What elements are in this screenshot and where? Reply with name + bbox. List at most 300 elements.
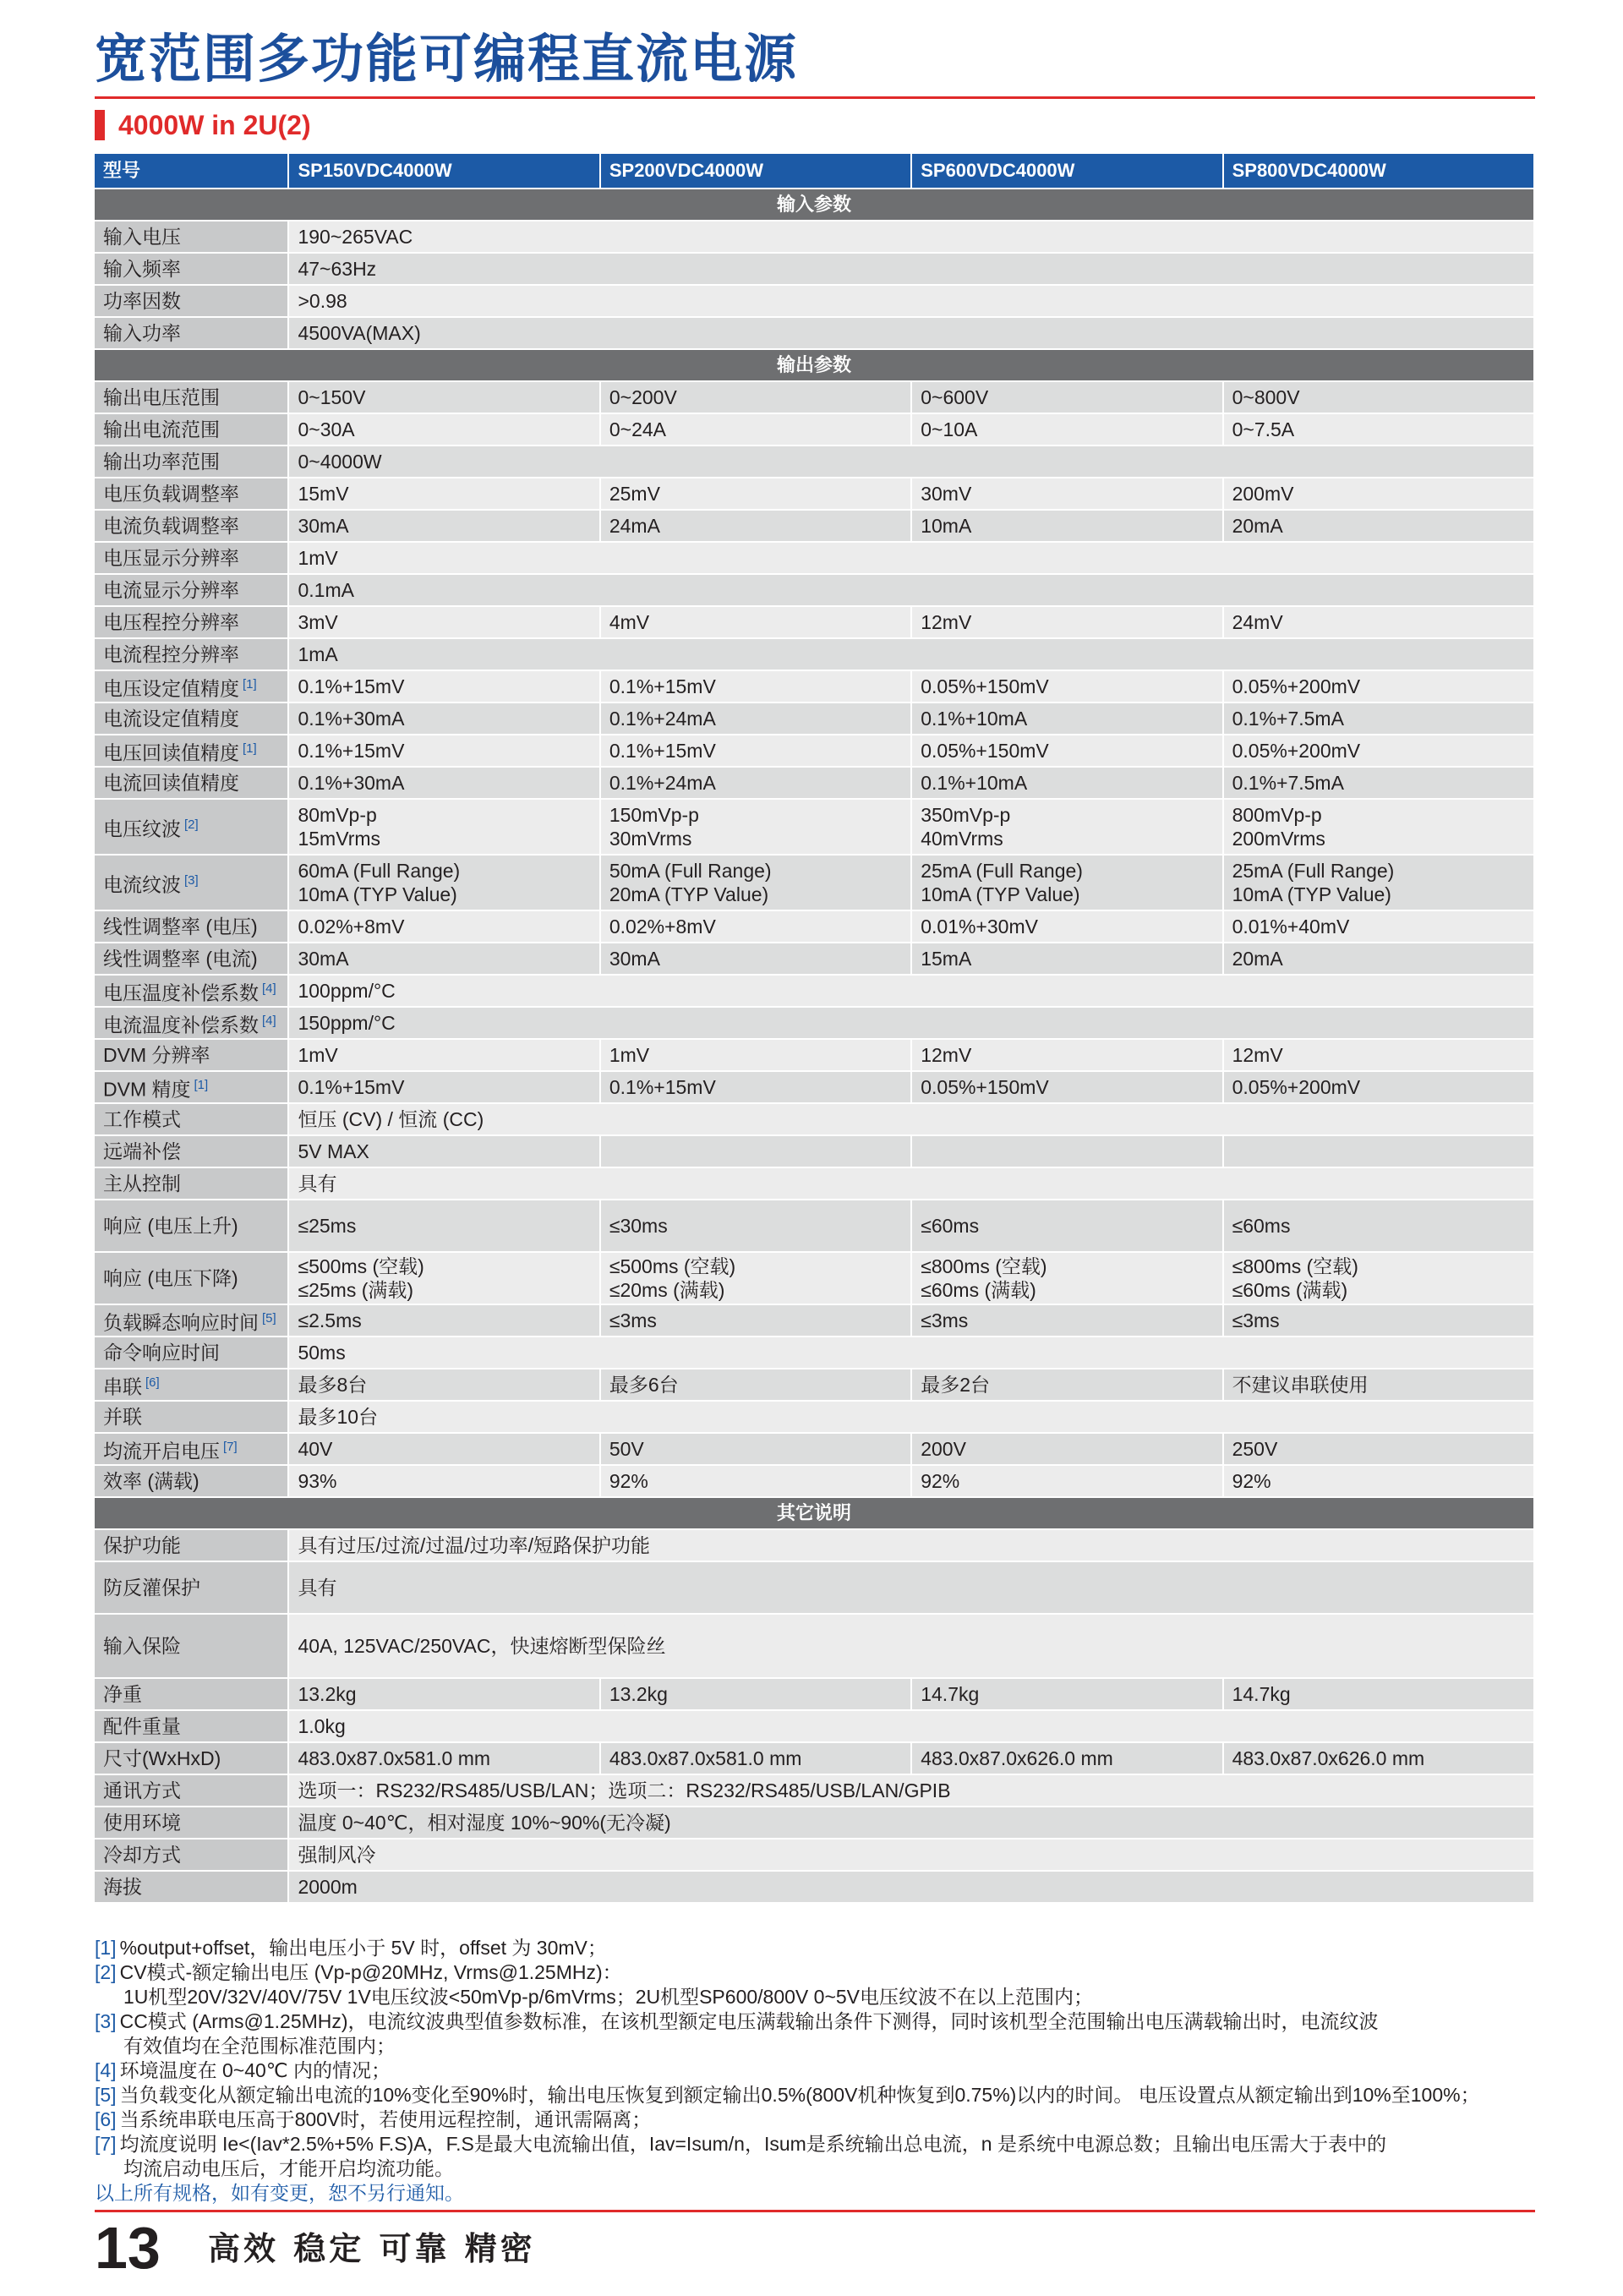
spec-value: 150mVp-p 30mVrms — [600, 799, 911, 855]
model-header-row — [95, 154, 1534, 189]
page-number: 13 — [95, 2215, 161, 2281]
spec-label-cell — [95, 1871, 288, 1903]
spec-value: 0.1mA — [288, 574, 1534, 606]
footer-slogan: 高效 稳定 可靠 精密 — [208, 2230, 536, 2267]
footnote-tag: [5] — [95, 2084, 117, 2106]
spec-row — [95, 574, 1534, 606]
spec-value: 15mA — [911, 943, 1222, 975]
spec-label: 使用环境 — [103, 1812, 181, 1834]
spec-value: 10mA — [911, 510, 1222, 542]
spec-value: 12mV — [911, 1039, 1222, 1071]
spec-value: 0~7.5A — [1223, 413, 1534, 446]
section-header-row — [95, 1497, 1534, 1529]
spec-value: 0.1%+30mA — [288, 767, 599, 799]
spec-row — [95, 478, 1534, 510]
spec-label: 输出电压范围 — [103, 386, 220, 408]
spec-label-cell — [95, 1774, 288, 1807]
spec-label-cell — [95, 975, 288, 1007]
spec-label-cell — [95, 478, 288, 510]
spec-label-cell — [95, 253, 288, 285]
spec-row — [95, 253, 1534, 285]
spec-label-cell — [95, 1433, 288, 1465]
spec-label: 输入保险 — [103, 1635, 181, 1657]
spec-label: DVM 分辨率 — [103, 1044, 210, 1066]
spec-row — [95, 638, 1534, 670]
spec-label: 串联 — [103, 1375, 142, 1398]
spec-value: 0~150V — [288, 381, 599, 413]
footnote-ref: [2] — [184, 817, 199, 832]
spec-row — [95, 1167, 1534, 1200]
footnote-tag: [6] — [95, 2108, 117, 2130]
spec-value: 13.2kg — [288, 1678, 599, 1710]
spec-label: 输入电压 — [103, 226, 181, 248]
spec-value: 50ms — [288, 1337, 1534, 1369]
spec-value: 温度 0~40℃，相对湿度 10%~90%(无冷凝) — [288, 1807, 1534, 1839]
spec-label: 输出电流范围 — [103, 418, 220, 440]
spec-value: 0.1%+15mV — [600, 670, 911, 702]
footnote — [95, 1960, 1540, 1985]
spec-value: 0~10A — [911, 413, 1222, 446]
spec-value: ≤800ms (空载) ≤60ms (满载) — [911, 1252, 1222, 1304]
spec-label-cell — [95, 510, 288, 542]
spec-row — [95, 1742, 1534, 1774]
footnote-text: CC模式 (Arms@1.25MHz)，电流纹波典型值参数标准，在该机型额定电压满载输出条件下测得，同时该机型全范围输出电压满载输出时，电流纹波 — [119, 2010, 1379, 2032]
footnote-text: 均流启动电压后，才能开启均流功能。 — [123, 2157, 454, 2179]
spec-row — [95, 446, 1534, 478]
spec-row — [95, 317, 1534, 349]
spec-row — [95, 1039, 1534, 1071]
spec-label-cell — [95, 606, 288, 638]
spec-value: 恒压 (CV) / 恒流 (CC) — [288, 1103, 1534, 1135]
spec-value: 483.0x87.0x626.0 mm — [1223, 1742, 1534, 1774]
spec-value: 0~24A — [600, 413, 911, 446]
spec-label: 防反灌保护 — [103, 1577, 200, 1599]
spec-label-cell — [95, 1252, 288, 1304]
spec-value: ≤800ms (空载) ≤60ms (满载) — [1223, 1252, 1534, 1304]
spec-row — [95, 735, 1534, 767]
spec-value: 12mV — [1223, 1039, 1534, 1071]
subtitle-marker — [95, 110, 105, 140]
spec-label-cell — [95, 574, 288, 606]
spec-value: 24mV — [1223, 606, 1534, 638]
spec-label: 输入功率 — [103, 322, 181, 344]
spec-label-cell — [95, 1135, 288, 1167]
spec-label: 并联 — [103, 1406, 142, 1428]
spec-label: 效率 (满载) — [103, 1470, 199, 1492]
spec-label-cell — [95, 735, 288, 767]
model-name: SP200VDC4000W — [600, 154, 911, 189]
spec-value: 最多10台 — [288, 1401, 1534, 1433]
spec-value: 0.1%+7.5mA — [1223, 702, 1534, 735]
spec-value: 0.1%+30mA — [288, 702, 599, 735]
spec-value: 15mV — [288, 478, 599, 510]
spec-label: 电流负载调整率 — [103, 515, 239, 537]
spec-value: ≤500ms (空载) ≤25ms (满载) — [288, 1252, 599, 1304]
spec-row — [95, 1252, 1534, 1304]
footnote-text: %output+offset，输出电压小于 5V 时，offset 为 30mV； — [119, 1937, 607, 1959]
spec-value: 具有 — [288, 1167, 1534, 1200]
footnote-text: 1U机型20V/32V/40V/75V 1V电压纹波<50mVp-p/6mVrms；2U机型SP600/800V 0~5V电压纹波不在以上范围内； — [123, 1986, 1094, 2008]
spec-value: ≤2.5ms — [288, 1304, 599, 1337]
spec-row — [95, 1071, 1534, 1103]
spec-value: 25mA (Full Range) 10mA (TYP Value) — [1223, 855, 1534, 910]
spec-label-cell — [95, 1103, 288, 1135]
spec-value: 0.05%+150mV — [911, 735, 1222, 767]
spec-label: 电压纹波 — [103, 817, 181, 840]
model-name: SP150VDC4000W — [288, 154, 599, 189]
spec-value: 0.1%+15mV — [600, 735, 911, 767]
spec-body — [95, 189, 1534, 1903]
spec-value: 1.0kg — [288, 1710, 1534, 1742]
spec-value — [1223, 1135, 1534, 1167]
spec-label-cell — [95, 943, 288, 975]
spec-label: 电流程控分辨率 — [103, 643, 239, 665]
spec-row — [95, 975, 1534, 1007]
spec-value: 0.05%+200mV — [1223, 670, 1534, 702]
spec-value: 50mA (Full Range) 20mA (TYP Value) — [600, 855, 911, 910]
spec-value: 0.1%+15mV — [288, 1071, 599, 1103]
spec-row — [95, 1135, 1534, 1167]
spec-label: 通讯方式 — [103, 1779, 181, 1801]
footnote — [95, 1936, 1540, 1960]
spec-label-cell — [95, 1369, 288, 1401]
spec-value: 具有过压/过流/过温/过功率/短路保护功能 — [288, 1529, 1534, 1561]
spec-value: 40A, 125VAC/250VAC，快速熔断型保险丝 — [288, 1614, 1534, 1678]
spec-label: 冷却方式 — [103, 1844, 181, 1866]
footnote — [95, 2157, 1540, 2181]
spec-value: 具有 — [288, 1561, 1534, 1614]
spec-label-cell — [95, 1742, 288, 1774]
spec-label: 命令响应时间 — [103, 1342, 220, 1364]
spec-label: 输入频率 — [103, 258, 181, 280]
spec-value: 强制风冷 — [288, 1839, 1534, 1871]
spec-row — [95, 702, 1534, 735]
spec-label: 电压温度补偿系数 — [103, 981, 259, 1004]
footnote-tag: [7] — [95, 2133, 117, 2155]
spec-row — [95, 1710, 1534, 1742]
spec-row — [95, 1433, 1534, 1465]
section-title: 输出参数 — [95, 349, 1534, 381]
spec-row — [95, 413, 1534, 446]
spec-label-cell — [95, 381, 288, 413]
spec-value: ≤3ms — [600, 1304, 911, 1337]
spec-value: 0~4000W — [288, 446, 1534, 478]
spec-value: 13.2kg — [600, 1678, 911, 1710]
spec-value: ≤500ms (空载) ≤20ms (满载) — [600, 1252, 911, 1304]
spec-label: 配件重量 — [103, 1715, 181, 1737]
spec-value: 0.1%+10mA — [911, 767, 1222, 799]
footnote-text: 当负载变化从额定输出电流的10%变化至90%时，输出电压恢复到额定输出0.5%(800V机种恢复到0.75%)以内的时间。 电压设置点从额定输出到10%至100%； — [119, 2084, 1480, 2106]
title-divider — [95, 96, 1535, 99]
footnote — [95, 2132, 1540, 2157]
spec-value: 0~30A — [288, 413, 599, 446]
spec-row — [95, 1304, 1534, 1337]
spec-value: 30mA — [288, 510, 599, 542]
spec-label-cell — [95, 1561, 288, 1614]
spec-row — [95, 1839, 1534, 1871]
footnote — [95, 2058, 1540, 2083]
spec-label: 电压回读值精度 — [103, 741, 239, 764]
spec-label-cell — [95, 1807, 288, 1839]
spec-row — [95, 1871, 1534, 1903]
spec-value: 0.1%+15mV — [288, 670, 599, 702]
spec-label: 电压程控分辨率 — [103, 611, 239, 633]
spec-label: 电压设定值精度 — [103, 677, 239, 700]
spec-value: 0~200V — [600, 381, 911, 413]
spec-value: 0.1%+15mV — [600, 1071, 911, 1103]
spec-value — [600, 1135, 911, 1167]
spec-value: 50V — [600, 1433, 911, 1465]
spec-value: 60mA (Full Range) 10mA (TYP Value) — [288, 855, 599, 910]
footnotes — [95, 1936, 1540, 2206]
spec-value: 483.0x87.0x626.0 mm — [911, 1742, 1222, 1774]
spec-value: 0.1%+7.5mA — [1223, 767, 1534, 799]
spec-label: 输出功率范围 — [103, 451, 220, 473]
spec-row — [95, 606, 1534, 638]
spec-label: 尺寸(WxHxD) — [103, 1747, 221, 1769]
spec-row — [95, 1678, 1534, 1710]
spec-value: 0.1%+24mA — [600, 702, 911, 735]
footnote — [95, 1985, 1540, 2009]
spec-value: 25mV — [600, 478, 911, 510]
spec-value: ≤60ms — [911, 1200, 1222, 1252]
spec-row — [95, 221, 1534, 253]
footnote — [95, 2034, 1540, 2058]
spec-label-cell — [95, 317, 288, 349]
spec-value: 最多8台 — [288, 1369, 599, 1401]
footnote-ref: [1] — [243, 676, 257, 692]
spec-value: 250V — [1223, 1433, 1534, 1465]
footnote — [95, 2083, 1540, 2107]
spec-value: ≤25ms — [288, 1200, 599, 1252]
section-title: 其它说明 — [95, 1497, 1534, 1529]
spec-value: 14.7kg — [1223, 1678, 1534, 1710]
footnote-list — [95, 1936, 1540, 2181]
spec-value: ≤30ms — [600, 1200, 911, 1252]
spec-label-cell — [95, 910, 288, 943]
spec-row — [95, 1529, 1534, 1561]
footnote-ref: [3] — [184, 872, 199, 888]
spec-row — [95, 1103, 1534, 1135]
spec-label: DVM 精度 — [103, 1078, 191, 1101]
spec-value: 0.02%+8mV — [600, 910, 911, 943]
spec-label: 电压负载调整率 — [103, 483, 239, 505]
spec-table — [95, 154, 1535, 1904]
spec-label: 工作模式 — [103, 1108, 181, 1130]
spec-label: 均流开启电压 — [103, 1440, 220, 1462]
spec-row — [95, 381, 1534, 413]
spec-label-cell — [95, 799, 288, 855]
spec-row — [95, 1807, 1534, 1839]
spec-value: 47~63Hz — [288, 253, 1534, 285]
spec-value: 20mA — [1223, 943, 1534, 975]
spec-label: 电流温度补偿系数 — [103, 1014, 259, 1036]
spec-value: 0.1%+24mA — [600, 767, 911, 799]
spec-row — [95, 670, 1534, 702]
spec-value: 92% — [911, 1465, 1222, 1497]
spec-label-cell — [95, 542, 288, 574]
spec-label: 远端补偿 — [103, 1140, 181, 1162]
spec-label: 电流设定值精度 — [103, 708, 239, 730]
spec-value: 30mA — [600, 943, 911, 975]
spec-label: 净重 — [103, 1683, 142, 1705]
spec-value: 最多6台 — [600, 1369, 911, 1401]
spec-label: 海拔 — [103, 1876, 142, 1898]
spec-row — [95, 1200, 1534, 1252]
page-title: 宽范围多功能可编程直流电源 — [95, 28, 799, 90]
footnote-ref: [1] — [194, 1077, 209, 1092]
spec-value: 92% — [600, 1465, 911, 1497]
spec-label: 电压显示分辨率 — [103, 547, 239, 569]
spec-value: 25mA (Full Range) 10mA (TYP Value) — [911, 855, 1222, 910]
spec-value: 190~265VAC — [288, 221, 1534, 253]
spec-value: 最多2台 — [911, 1369, 1222, 1401]
spec-value: 30mV — [911, 478, 1222, 510]
spec-value: 1mV — [288, 1039, 599, 1071]
spec-label-cell — [95, 702, 288, 735]
spec-value: 1mV — [600, 1039, 911, 1071]
spec-label: 主从控制 — [103, 1173, 181, 1194]
spec-value: 93% — [288, 1465, 599, 1497]
footnote-tag: [3] — [95, 2010, 117, 2032]
spec-row — [95, 943, 1534, 975]
footnote-ref: [7] — [223, 1439, 238, 1454]
spec-row — [95, 510, 1534, 542]
spec-label-cell — [95, 638, 288, 670]
footnote-text: 当系统串联电压高于800V时，若使用远程控制，通讯需隔离； — [119, 2108, 652, 2130]
spec-label: 负载瞬态响应时间 — [103, 1311, 259, 1334]
spec-label: 电流纹波 — [103, 873, 181, 896]
spec-value: 4mV — [600, 606, 911, 638]
section-header-row — [95, 189, 1534, 221]
spec-label-cell — [95, 855, 288, 910]
footnote-tag: [4] — [95, 2059, 117, 2081]
spec-value: 0~600V — [911, 381, 1222, 413]
spec-row — [95, 1774, 1534, 1807]
spec-label: 电流回读值精度 — [103, 772, 239, 794]
subtitle: 4000W in 2U(2) — [118, 110, 311, 140]
spec-label-cell — [95, 1614, 288, 1678]
spec-label-cell — [95, 1529, 288, 1561]
spec-label-cell — [95, 1710, 288, 1742]
spec-value: 4500VA(MAX) — [288, 317, 1534, 349]
footnote-ref: [4] — [262, 1013, 276, 1028]
spec-label: 线性调整率 (电流) — [103, 948, 258, 970]
spec-label-cell — [95, 1337, 288, 1369]
spec-value — [911, 1135, 1222, 1167]
disclaimer: 以上所有规格，如有变更，恕不另行通知。 — [95, 2182, 464, 2204]
spec-label-cell — [95, 221, 288, 253]
spec-value: >0.98 — [288, 285, 1534, 317]
spec-label-cell — [95, 285, 288, 317]
section-title: 输入参数 — [95, 189, 1534, 221]
spec-label-cell — [95, 1678, 288, 1710]
spec-value: 350mVp-p 40mVrms — [911, 799, 1222, 855]
footnote-text: 环境温度在 0~40℃ 内的情况； — [119, 2059, 391, 2081]
spec-value: 选项一：RS232/RS485/USB/LAN；选项二：RS232/RS485/USB/LAN/GPIB — [288, 1774, 1534, 1807]
spec-value: 0.05%+200mV — [1223, 1071, 1534, 1103]
spec-label: 电流显示分辨率 — [103, 579, 239, 601]
spec-row — [95, 1614, 1534, 1678]
spec-row — [95, 910, 1534, 943]
spec-value: ≤60ms — [1223, 1200, 1534, 1252]
footnote — [95, 2009, 1540, 2034]
spec-value: ≤3ms — [1223, 1304, 1534, 1337]
section-header-row — [95, 349, 1534, 381]
spec-label-cell — [95, 1200, 288, 1252]
spec-row — [95, 799, 1534, 855]
spec-label: 功率因数 — [103, 290, 181, 312]
spec-row — [95, 1369, 1534, 1401]
spec-row — [95, 855, 1534, 910]
spec-row — [95, 1337, 1534, 1369]
spec-value: 0.1%+10mA — [911, 702, 1222, 735]
spec-value: 200V — [911, 1433, 1222, 1465]
spec-value: 5V MAX — [288, 1135, 599, 1167]
spec-value: 0.1%+15mV — [288, 735, 599, 767]
model-name: SP600VDC4000W — [911, 154, 1222, 189]
spec-value: ≤3ms — [911, 1304, 1222, 1337]
spec-value: 1mA — [288, 638, 1534, 670]
spec-row — [95, 542, 1534, 574]
footnote-tag: [2] — [95, 1961, 117, 1983]
spec-row — [95, 767, 1534, 799]
spec-label: 保护功能 — [103, 1534, 181, 1556]
spec-label-cell — [95, 1401, 288, 1433]
spec-value: 30mA — [288, 943, 599, 975]
spec-label-cell — [95, 1071, 288, 1103]
spec-value: 0.02%+8mV — [288, 910, 599, 943]
footnote-text: 均流度说明 Ie<(Iav*2.5%+5% F.S)A，F.S是最大电流输出值，Iav=Isum/n，Isum是系统输出总电流，n 是系统中电源总数；且输出电压需大于表中的 — [119, 2133, 1386, 2155]
spec-row — [95, 1561, 1534, 1614]
spec-value: 80mVp-p 15mVrms — [288, 799, 599, 855]
spec-label-cell — [95, 413, 288, 446]
spec-value: 0.05%+150mV — [911, 1071, 1222, 1103]
spec-value: 200mV — [1223, 478, 1534, 510]
spec-label: 响应 (电压下降) — [103, 1267, 238, 1289]
spec-value: 150ppm/°C — [288, 1007, 1534, 1039]
footnote-ref: [6] — [145, 1375, 160, 1390]
model-name: SP800VDC4000W — [1223, 154, 1534, 189]
spec-value: 3mV — [288, 606, 599, 638]
spec-value: 20mA — [1223, 510, 1534, 542]
spec-value: 0.05%+150mV — [911, 670, 1222, 702]
spec-value: 0.05%+200mV — [1223, 735, 1534, 767]
footnote-text: 有效值均在全范围标准范围内； — [123, 2035, 396, 2057]
spec-label-cell — [95, 1167, 288, 1200]
footnote — [95, 2107, 1540, 2132]
model-label: 型号 — [95, 154, 288, 189]
spec-value: 40V — [288, 1433, 599, 1465]
spec-label: 响应 (电压上升) — [103, 1215, 238, 1237]
spec-label-cell — [95, 446, 288, 478]
spec-label-cell — [95, 1839, 288, 1871]
footnote-ref: [1] — [243, 741, 257, 756]
spec-label-cell — [95, 767, 288, 799]
footnote-ref: [4] — [262, 981, 276, 996]
spec-value: 92% — [1223, 1465, 1534, 1497]
spec-value: 0~800V — [1223, 381, 1534, 413]
spec-value: 0.01%+30mV — [911, 910, 1222, 943]
spec-label-cell — [95, 1465, 288, 1497]
spec-value: 0.01%+40mV — [1223, 910, 1534, 943]
spec-row — [95, 1401, 1534, 1433]
spec-label-cell — [95, 1007, 288, 1039]
spec-value: 483.0x87.0x581.0 mm — [288, 1742, 599, 1774]
spec-value: 14.7kg — [911, 1678, 1222, 1710]
spec-value: 24mA — [600, 510, 911, 542]
spec-label-cell — [95, 1304, 288, 1337]
